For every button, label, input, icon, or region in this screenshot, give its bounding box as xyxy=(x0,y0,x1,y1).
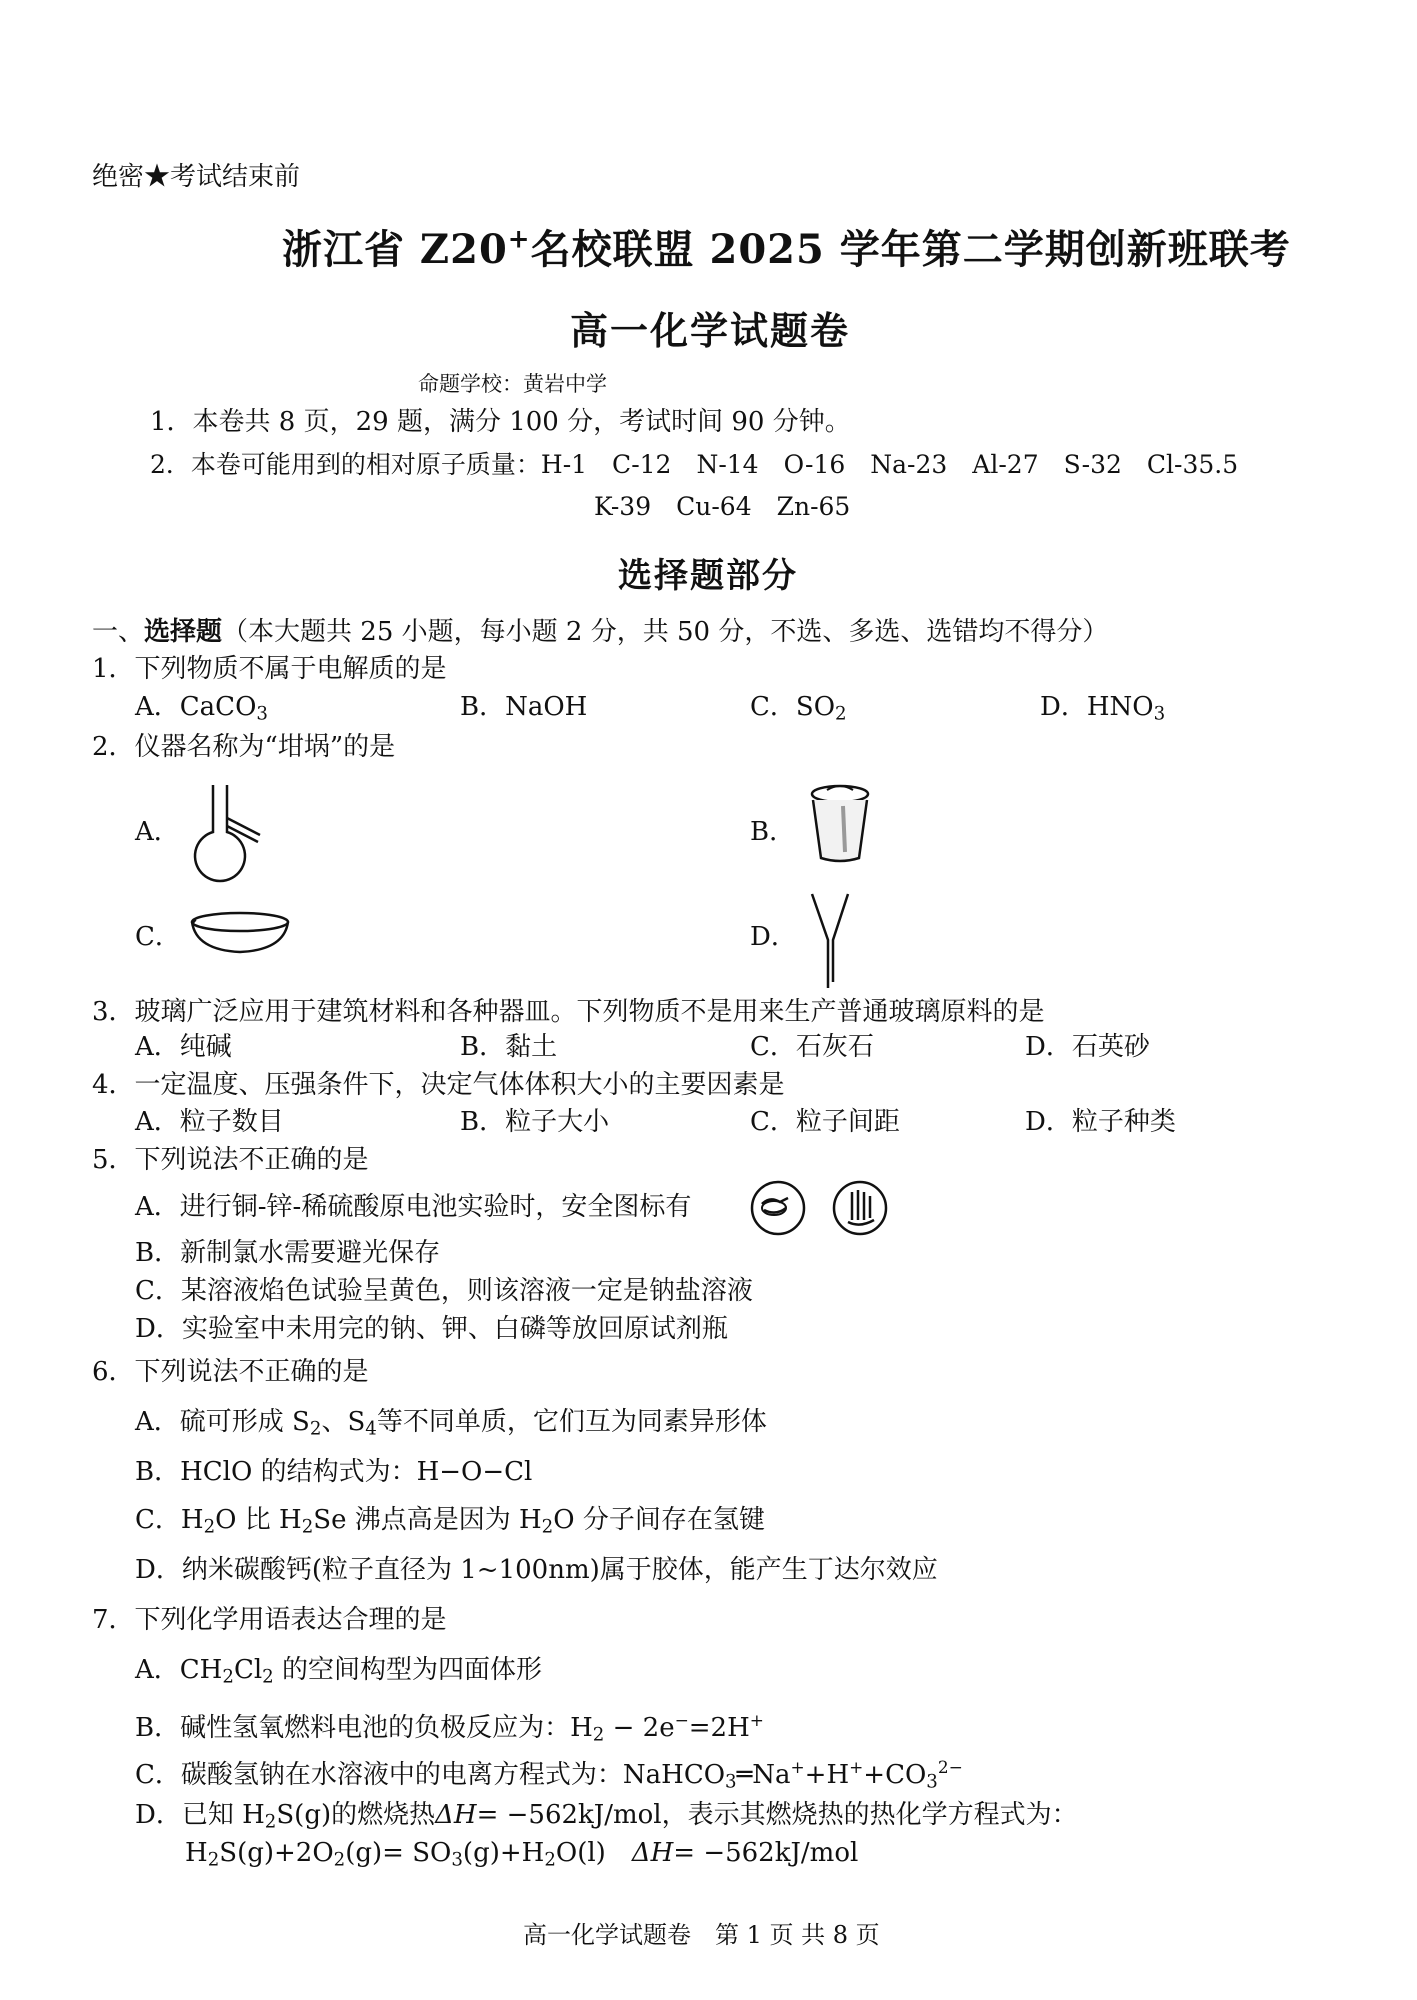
q5-stem: 5．下列说法不正确的是 xyxy=(92,1145,369,1175)
page-footer: 高一化学试题卷 第 1 页 共 8 页 xyxy=(523,1921,880,1949)
q2-stem: 2．仪器名称为“坩埚”的是 xyxy=(92,732,396,762)
q7-option-c: C．碳酸氢钠在水溶液中的电离方程式为：$NaHCO_3═Na^++H^++CO_3^{2-}$ xyxy=(135,1757,963,1793)
distilling-flask-icon xyxy=(185,780,275,885)
q3-option-a: A．纯碱 xyxy=(135,1032,232,1062)
q2-option-b: B． xyxy=(750,817,796,847)
q3-option-d: D．石英砂 xyxy=(1025,1032,1150,1062)
q7-stem: 7．下列化学用语表达合理的是 xyxy=(92,1605,447,1635)
q5-option-a: A．进行铜-锌-稀硫酸原电池实验时，安全图标有 xyxy=(135,1192,692,1222)
q7-option-d: D．已知 $H_2S(g)$的燃烧热ΔH= −562kJ/mol，表示其燃烧热的热化学方程式为： xyxy=(135,1800,1078,1833)
note-2: 2．本卷可能用到的相对原子质量：H-1 C-12 N-14 O-16 Na-23 Al-27 S-32 Cl-35.5 xyxy=(150,450,1239,479)
note-1: 1．本卷共 8 页，29 题，满分 100 分，考试时间 90 分钟。 xyxy=(150,407,851,437)
q6-option-b: B．HClO 的结构式为：H−O−Cl xyxy=(135,1457,533,1487)
q4-option-d: D．粒子种类 xyxy=(1025,1107,1176,1137)
q4-option-b: B．粒子大小 xyxy=(460,1107,610,1137)
q6-stem: 6．下列说法不正确的是 xyxy=(92,1357,369,1387)
q1-option-a: A．CaCO$_3$ xyxy=(135,692,268,725)
evaporating-dish-icon xyxy=(188,910,293,960)
q3-option-b: B．黏土 xyxy=(460,1032,558,1062)
subject-title: 高一化学试题卷 xyxy=(570,308,851,353)
crucible-icon xyxy=(803,780,878,865)
funnel-icon xyxy=(808,890,853,990)
secret-label: 绝密★考试结束前 xyxy=(92,162,301,192)
q3-option-c: C．石灰石 xyxy=(750,1032,874,1062)
hand-wash-icon xyxy=(830,1180,890,1236)
corrosive-hazard-icon xyxy=(748,1180,808,1236)
q7-option-b: B．碱性氢氧燃料电池的负极反应为：$H_2 - 2e^-=2H^+$ xyxy=(135,1710,764,1746)
section-heading: 一、选择题（本大题共 25 小题，每小题 2 分，共 50 分，不选、多选、选错均不得分） xyxy=(92,617,1109,647)
q4-option-a: A．粒子数目 xyxy=(135,1107,284,1137)
q2-option-d: D． xyxy=(750,922,797,952)
note-2b: K-39 Cu-64 Zn-65 xyxy=(594,492,851,521)
q7-equation: $H_2S(g)+2O_2(g)= SO_3(g)+H_2O(l)$ ΔH= −562kJ/mol xyxy=(185,1838,859,1871)
exam-title: 浙江省 Z20+名校联盟 2025 学年第二学期创新班联考 xyxy=(282,224,1291,273)
q6-option-d: D．纳米碳酸钙(粒子直径为 1~100nm)属于胶体，能产生丁达尔效应 xyxy=(135,1555,938,1585)
q1-option-c: C．$SO_2$ xyxy=(750,692,847,725)
section-title: 选择题部分 xyxy=(618,556,798,596)
q5-option-d: D．实验室中未用完的钠、钾、白磷等放回原试剂瓶 xyxy=(135,1314,728,1344)
q5-option-c: C．某溶液焰色试验呈黄色，则该溶液一定是钠盐溶液 xyxy=(135,1276,753,1306)
q4-stem: 4．一定温度、压强条件下，决定气体体积大小的主要因素是 xyxy=(92,1070,785,1100)
school-label: 命题学校：黄岩中学 xyxy=(418,372,607,396)
q7-option-a: A．$CH_2Cl_2$ 的空间构型为四面体形 xyxy=(135,1655,542,1688)
q6-option-a: A．硫可形成 $S_2$、$S_4$等不同单质，它们互为同素异形体 xyxy=(135,1407,767,1440)
q1-option-d: D．$HNO_3$ xyxy=(1040,692,1166,725)
q5-option-b: B．新制氯水需要避光保存 xyxy=(135,1238,441,1268)
q4-option-c: C．粒子间距 xyxy=(750,1107,900,1137)
q1-option-b: B．NaOH xyxy=(460,692,588,722)
q2-option-c: C． xyxy=(135,922,181,952)
q2-option-a: A． xyxy=(135,817,180,847)
q3-stem: 3．玻璃广泛应用于建筑材料和各种器皿。下列物质不是用来生产普通玻璃原料的是 xyxy=(92,997,1045,1027)
q1-stem: 1．下列物质不属于电解质的是 xyxy=(92,654,447,684)
q6-option-c: C．$H_2O$ 比 $H_2Se$ 沸点高是因为 $H_2O$ 分子间存在氢键 xyxy=(135,1505,765,1538)
